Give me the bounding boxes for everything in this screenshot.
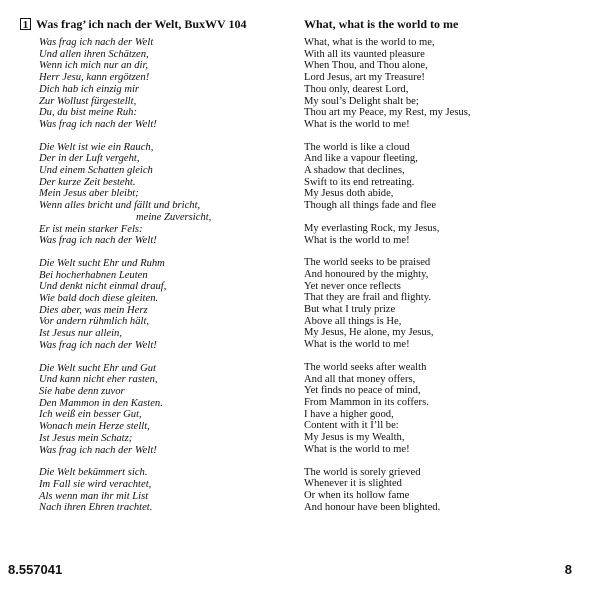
german-stanza-1 (20, 37, 295, 131)
verse-line: Yet finds no peace of mind, (304, 385, 421, 397)
verse-line: Wenn alles bricht und fällt und bricht, (39, 200, 201, 212)
verse-line: Though all things fade and flee (304, 200, 437, 212)
verse-line: Sie habe denn zuvor (39, 385, 125, 397)
english-stanza-6 (304, 467, 589, 514)
german-heading-row (20, 14, 295, 34)
verse-line: And honoured by the mighty, (304, 268, 429, 280)
verse-line: The world seeks to be praised (304, 257, 431, 269)
german-stanza-4 (20, 363, 295, 457)
verse-line: Wenn ich mich nur an dir, (39, 60, 149, 72)
english-stanza-3 (304, 223, 589, 246)
catalog-number: 8.557041 (8, 562, 63, 577)
verse-line: Nach ihren Ehren trachtet. (39, 502, 153, 514)
english-stanza-2 (304, 142, 589, 212)
verse-line: Vor andern rühmlich hält, (39, 316, 150, 328)
verse-line: Mein Jesus aber bleibt; (39, 188, 139, 200)
verse-line: Als wenn man ihr mit List (39, 490, 149, 502)
verse-line: What, what is the world to me, (304, 37, 435, 48)
verse-line: What is the world to me! (304, 339, 410, 351)
verse-line: The world seeks after wealth (304, 361, 427, 373)
verse-line: What is the world to me! (304, 118, 410, 130)
verse-line: My Jesus is my Wealth, (304, 432, 405, 444)
verse-line: Ist Jesus nur allein, (39, 328, 122, 340)
verse-line: My everlasting Rock, my Jesus, (304, 222, 440, 234)
verse-line: Was frag ich nach der Welt! (39, 339, 157, 351)
english-translation-column (304, 14, 589, 524)
verse-line: And all that money offers, (304, 373, 416, 385)
verse-line: Bei hocherhabnen Leuten (39, 269, 148, 281)
track-number-badge: 1 (20, 18, 31, 30)
verse-line: Whenever it is slighted (304, 478, 402, 490)
verse-line: But what I truly prize (304, 304, 396, 316)
english-heading-row (304, 14, 589, 34)
verse-line: Du, du bist meine Ruh: (39, 107, 137, 119)
verse-line: My Jesus doth abide, (304, 188, 394, 200)
verse-line: Der kurze Zeit besteht. (39, 176, 136, 188)
english-title: What, what is the world to me (304, 16, 459, 31)
verse-line: I have a higher good, (304, 408, 394, 420)
verse-line: My soul’s Delight shalt be; (304, 95, 419, 107)
english-stanza-4 (304, 257, 589, 351)
verse-line: Die Welt bekümmert sich. (39, 467, 148, 479)
verse-line: Herr Jesu, kann ergötzen! (39, 72, 150, 84)
german-title: Was frag’ ich nach der Welt, BuxWV 104 (36, 16, 247, 31)
verse-line: Dich hab ich einzig mir (39, 83, 140, 95)
verse-line: Thou only, dearest Lord, (304, 83, 409, 95)
verse-line: From Mammon in its coffers. (304, 396, 429, 408)
english-stanza-5 (304, 362, 589, 456)
verse-line: What is the world to me! (304, 443, 410, 455)
verse-line: Und denkt nicht einmal drauf, (39, 281, 167, 293)
verse-line: Und einem Schatten gleich (39, 165, 153, 177)
verse-line: Or when its hollow fame (304, 489, 410, 501)
verse-line: Swift to its end retreating. (304, 176, 415, 188)
verse-line: Ich weiß ein besser Gut, (39, 409, 142, 421)
page-number: 8 (564, 562, 572, 577)
verse-line: Was frag ich nach der Welt (39, 37, 154, 48)
verse-line: Yet never once reflects (304, 280, 401, 292)
verse-line: With all its vaunted pleasure (304, 48, 425, 60)
verse-line: And like a vapour fleeting, (304, 153, 418, 165)
verse-line: Thou art my Peace, my Rest, my Jesus, (304, 107, 471, 119)
verse-line: Im Fall sie wird verachtet, (39, 478, 152, 490)
verse-line: Wie bald doch diese gleiten. (39, 293, 159, 305)
verse-line: Die Welt sucht Ehr und Gut (39, 362, 157, 374)
verse-line: Above all things is He, (304, 315, 402, 327)
verse-line: My Jesus, He alone, my Jesus, (304, 327, 434, 339)
verse-line: meine Zuversicht, (136, 211, 212, 223)
verse-line: Und kann nicht eher rasten, (39, 374, 158, 386)
verse-line: When Thou, and Thou alone, (304, 60, 428, 72)
verse-line: That they are frail and flighty. (304, 292, 431, 304)
verse-line: Was frag ich nach der Welt! (39, 235, 157, 247)
verse-line: Zur Wollust fürgestellt, (39, 95, 137, 107)
verse-line: Der in der Luft vergeht, (39, 153, 140, 165)
verse-line: Dies aber, was mein Herz (39, 304, 148, 316)
verse-line: A shadow that declines, (304, 165, 405, 177)
german-stanza-5 (20, 467, 295, 514)
german-stanza-2 (20, 142, 295, 247)
verse-line: Die Welt ist wie ein Rauch, (39, 141, 154, 153)
verse-line: Den Mammon in den Kasten. (39, 397, 163, 409)
verse-line: Er ist mein starker Fels: (39, 223, 143, 235)
verse-line: Ist Jesus mein Schatz; (39, 432, 133, 444)
verse-line: Content with it I’ll be: (304, 420, 399, 432)
verse-line: Die Welt sucht Ehr und Ruhm (39, 257, 165, 269)
verse-line: Wonach mein Herze stellt, (39, 421, 150, 433)
verse-line: Was frag ich nach der Welt! (39, 444, 157, 456)
verse-line: The world is sorely grieved (304, 466, 421, 478)
verse-line: The world is like a cloud (304, 141, 410, 153)
german-text-column (20, 14, 295, 525)
english-stanza-1 (304, 37, 589, 131)
verse-line: Was frag ich nach der Welt! (39, 118, 157, 130)
verse-line: And honour have been blighted. (304, 501, 441, 513)
german-stanza-3 (20, 258, 295, 352)
verse-line: What is the world to me! (304, 234, 410, 246)
verse-line: Und allen ihren Schätzen, (39, 48, 149, 60)
verse-line: Lord Jesus, art my Treasure! (304, 72, 425, 84)
